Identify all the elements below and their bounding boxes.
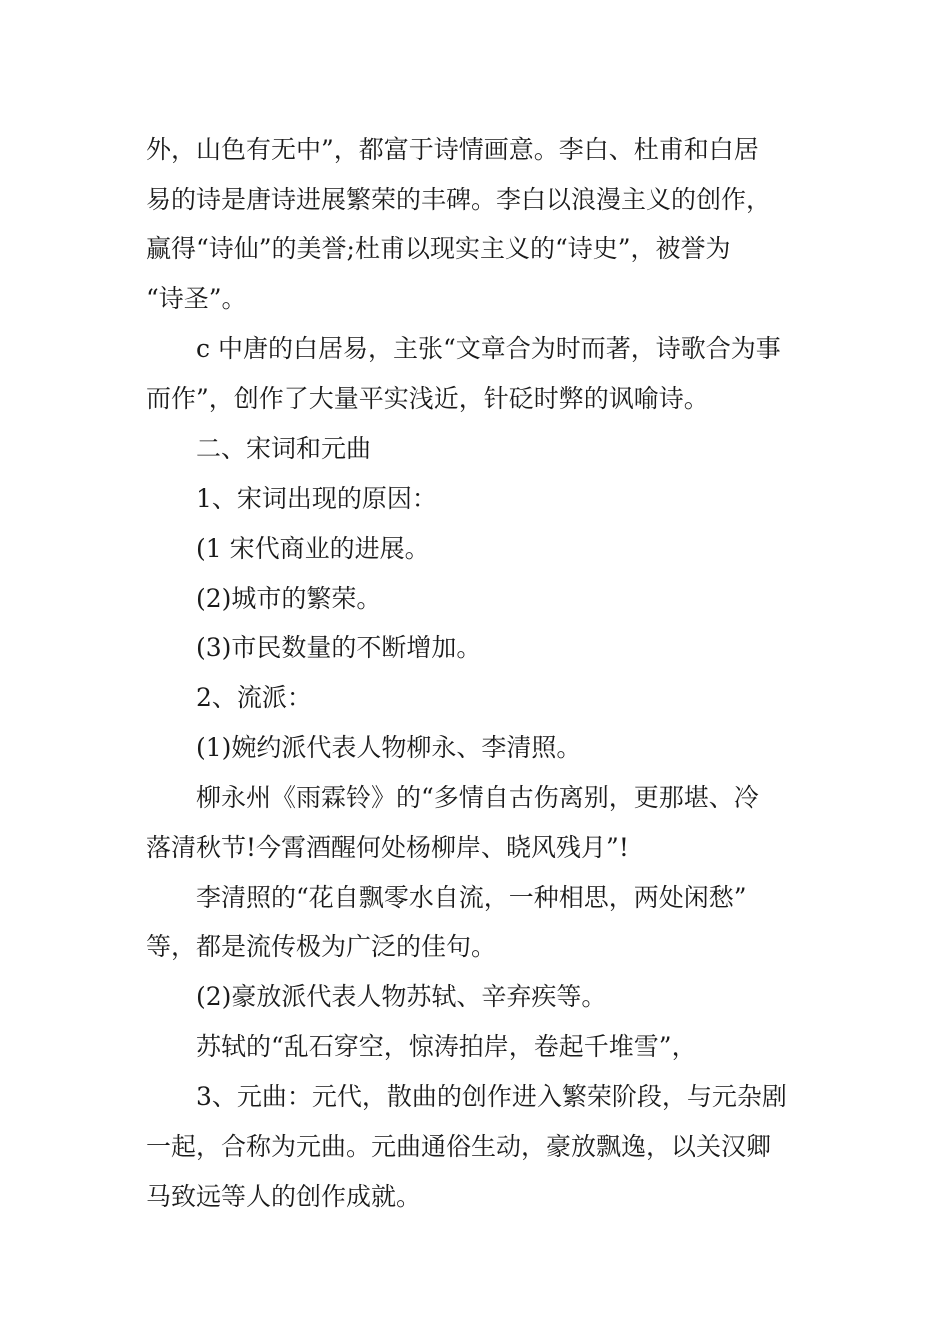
list-item: (3)市民数量的不断增加。 [196, 633, 482, 662]
text-line: 外，山色有无中”，都富于诗情画意。李白、杜甫和白居 [146, 135, 759, 164]
text-line: 赢得“诗仙”的美誉;杜甫以现实主义的“诗史”，被誉为 [146, 234, 731, 263]
list-item: (2)豪放派代表人物苏轼、辛弃疾等。 [196, 982, 607, 1011]
text-line: “诗圣”。 [146, 284, 247, 313]
text-line: 李清照的“花自飘零水自流，一种相思，两处闲愁” [196, 883, 747, 912]
text-line: 而作”，创作了大量平实浅近，针砭时弊的讽喻诗。 [146, 384, 709, 413]
text-line: 一起，合称为元曲。元曲通俗生动，豪放飘逸，以关汉卿 [146, 1132, 772, 1161]
list-item: (1 宋代商业的进展。 [196, 534, 430, 563]
text-line: 柳永州《雨霖铃》的“多情自古伤离别，更那堪、冷 [196, 783, 759, 812]
list-item: (2)城市的繁荣。 [196, 584, 382, 613]
text-line: 落清秋节!今霄酒醒何处杨柳岸、晓风残月”! [146, 833, 629, 862]
subsection-heading: 2、流派： [196, 683, 312, 712]
subsection-heading: 1、宋词出现的原因： [196, 484, 437, 513]
text-line: c 中唐的白居易，主张“文章合为时而著，诗歌合为事 [196, 334, 781, 363]
text-line: 等，都是流传极为广泛的佳句。 [146, 932, 497, 961]
text-line: 易的诗是唐诗进展繁荣的丰碑。李白以浪漫主义的创作， [146, 185, 772, 214]
subsection-heading: 3、元曲：元代，散曲的创作进入繁荣阶段，与元杂剧 [196, 1082, 787, 1111]
text-line: 苏轼的“乱石穿空，惊涛拍岸，卷起千堆雪”， [196, 1032, 697, 1061]
text-line: 马致远等人的创作成就。 [146, 1182, 422, 1211]
list-item: (1)婉约派代表人物柳永、李清照。 [196, 733, 582, 762]
section-heading: 二、宋词和元曲 [196, 434, 372, 463]
